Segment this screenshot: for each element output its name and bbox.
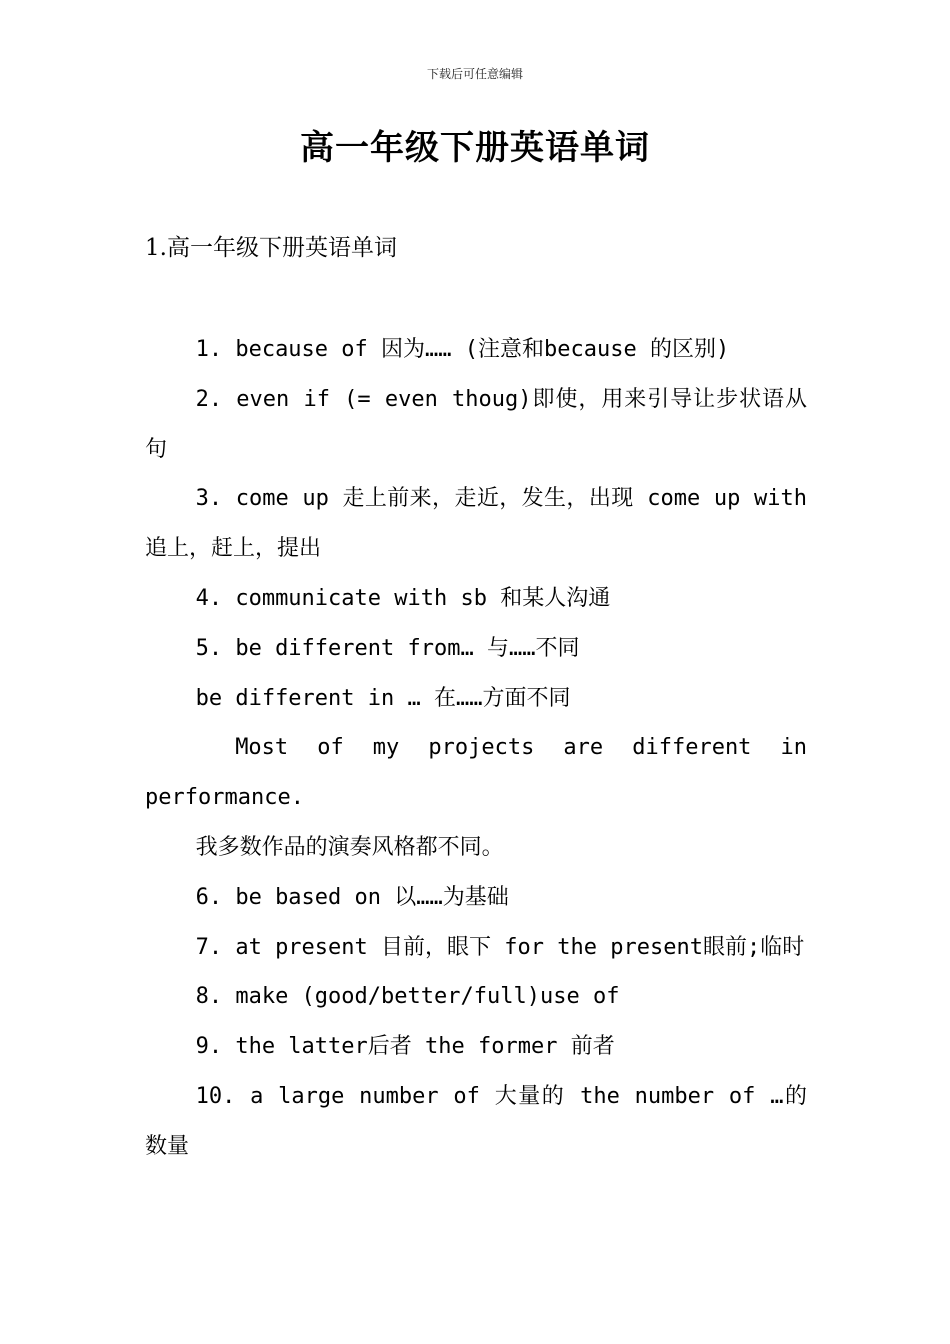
vocab-entry-6: 6. be based on 以……为基础 — [195, 884, 509, 910]
vocab-entry-4: 4. communicate with sb 和某人沟通 — [195, 585, 611, 611]
header-note: 下载后可任意编辑 — [426, 67, 523, 81]
vocab-entry-8: 8. make (good/better/full)use of — [195, 984, 620, 1010]
vocab-entry-2: 2. even if (= even thoug)即使，用来引导让步状语从句 — [145, 386, 807, 462]
section-heading: 1.高一年级下册英语单词 — [145, 235, 397, 261]
vocab-entry-1: 1. because of 因为…… (注意和because 的区别) — [195, 337, 730, 362]
vocab-entry-5: 5. be different from… 与……不同 — [195, 635, 580, 661]
document-body — [145, 325, 807, 1172]
vocab-entry-3: 3. come up 走上前来，走近，发生，出现 come up with 追上，赶上，提出 — [145, 486, 807, 562]
vocab-entry-9: 9. the latter后者 the former 前者 — [195, 1034, 615, 1060]
document-title: 高一年级下册英语单词 — [300, 128, 650, 168]
vocab-entry-7: 7. at present 目前，眼下 for the present眼前;临时 — [195, 934, 805, 960]
vocab-entry-10: 10. a large number of 大量的 the number of …的数量 — [145, 1083, 807, 1159]
vocab-entry-5-sub: be different in … 在……方面不同 — [195, 685, 571, 711]
example-sentence-en: Most of my projects are different in performance. — [145, 735, 807, 811]
example-sentence-zh: 我多数作品的演奏风格都不同。 — [195, 834, 504, 860]
